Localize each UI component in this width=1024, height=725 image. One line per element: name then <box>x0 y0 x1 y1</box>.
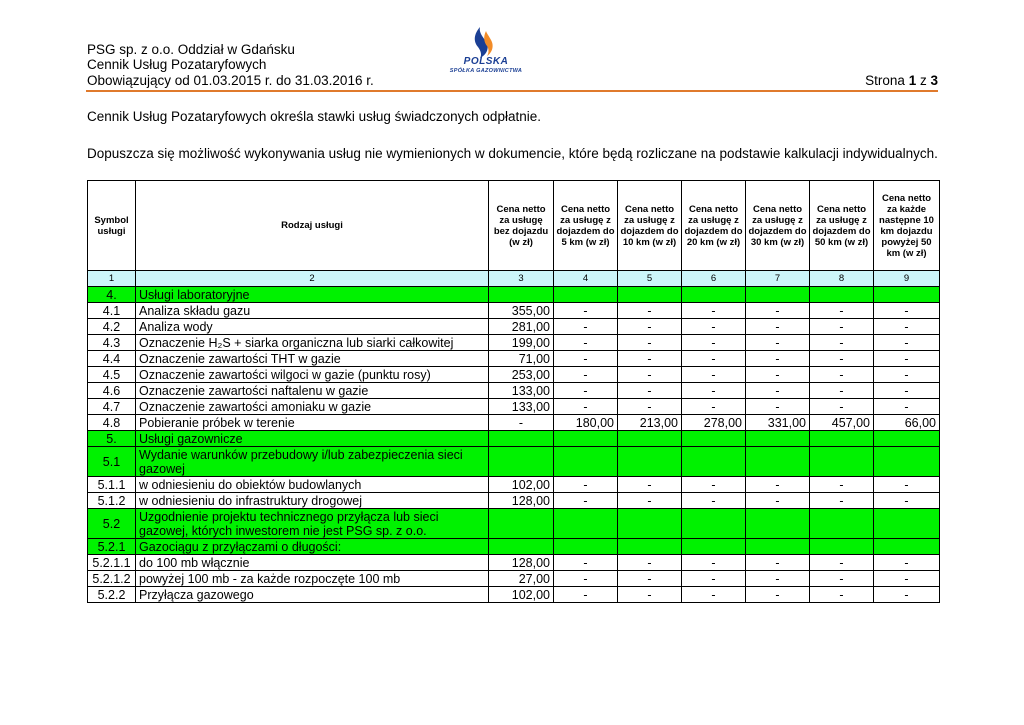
price-cell: 102,00 <box>489 587 554 603</box>
column-number: 2 <box>136 271 489 287</box>
service-symbol: 4.3 <box>88 335 136 351</box>
price-cell: 128,00 <box>489 493 554 509</box>
price-cell <box>618 447 682 477</box>
service-name: Oznaczenie zawartości naftalenu w gazie <box>136 383 489 399</box>
table-row <box>88 303 940 319</box>
price-cell: - <box>874 477 940 493</box>
price-cell: - <box>682 303 746 319</box>
price-cell: 128,00 <box>489 555 554 571</box>
column-number: 3 <box>489 271 554 287</box>
price-cell: 457,00 <box>810 415 874 431</box>
price-cell: - <box>554 493 618 509</box>
service-symbol: 4.1 <box>88 303 136 319</box>
service-symbol: 4.8 <box>88 415 136 431</box>
service-name: Usługi laboratoryjne <box>136 287 489 303</box>
price-cell: 71,00 <box>489 351 554 367</box>
price-cell <box>874 509 940 539</box>
service-symbol: 5.1 <box>88 447 136 477</box>
table-row <box>88 415 940 431</box>
price-cell <box>874 539 940 555</box>
column-header: Cena netto za każde następne 10 km dojazdu powyżej 50 km (w zł) <box>874 181 940 271</box>
table-row <box>88 319 940 335</box>
price-cell: - <box>874 319 940 335</box>
price-cell <box>746 509 810 539</box>
table-header-row <box>88 181 940 271</box>
price-cell: - <box>618 383 682 399</box>
price-cell: - <box>618 555 682 571</box>
price-cell <box>810 287 874 303</box>
price-cell: - <box>746 493 810 509</box>
price-cell: - <box>810 383 874 399</box>
price-cell: - <box>746 367 810 383</box>
logo-subtitle: SPÓŁKA GAZOWNICTWA <box>449 68 523 74</box>
price-cell: - <box>810 367 874 383</box>
price-cell: - <box>682 493 746 509</box>
price-cell: 133,00 <box>489 399 554 415</box>
column-number: 8 <box>810 271 874 287</box>
service-symbol: 5.2.1 <box>88 539 136 555</box>
section-row <box>88 539 940 555</box>
price-cell: - <box>554 571 618 587</box>
intro-paragraph-1: Cennik Usług Pozataryfowych określa stawki usług świadczonych odpłatnie. <box>87 109 541 124</box>
price-cell: - <box>874 587 940 603</box>
service-symbol: 5.2.1.1 <box>88 555 136 571</box>
price-cell <box>682 287 746 303</box>
company-name: PSG sp. z o.o. Oddział w Gdańsku <box>87 42 295 57</box>
price-cell <box>618 539 682 555</box>
price-cell: - <box>554 555 618 571</box>
price-cell: - <box>874 367 940 383</box>
price-cell <box>489 447 554 477</box>
service-symbol: 5. <box>88 431 136 447</box>
price-cell <box>554 431 618 447</box>
service-name: Uzgodnienie projektu technicznego przyłącza lub sieci gazowej, których inwestorem nie jest PSG sp. z o.o. <box>136 509 489 539</box>
service-symbol: 5.2 <box>88 509 136 539</box>
price-cell: - <box>618 477 682 493</box>
price-cell: - <box>682 383 746 399</box>
price-cell <box>489 539 554 555</box>
column-number: 5 <box>618 271 682 287</box>
price-cell: - <box>618 587 682 603</box>
service-symbol: 5.2.2 <box>88 587 136 603</box>
intro-paragraph-2: Dopuszcza się możliwość wykonywania usług nie wymienionych w dokumencie, które będą rozliczane na podstawie kalkulacji indywidualnych. <box>87 146 938 161</box>
price-cell: - <box>810 303 874 319</box>
service-name: Pobieranie próbek w terenie <box>136 415 489 431</box>
price-cell <box>618 509 682 539</box>
column-number: 6 <box>682 271 746 287</box>
price-cell: - <box>746 335 810 351</box>
price-cell: - <box>682 367 746 383</box>
price-cell <box>746 431 810 447</box>
page-number: Strona 1 z 3 <box>865 73 938 88</box>
service-name: Gazociągu z przyłączami o długości: <box>136 539 489 555</box>
price-cell <box>874 287 940 303</box>
price-cell <box>489 509 554 539</box>
price-cell: - <box>810 335 874 351</box>
price-cell: 355,00 <box>489 303 554 319</box>
service-name: Analiza wody <box>136 319 489 335</box>
service-name: Oznaczenie zawartości amoniaku w gazie <box>136 399 489 415</box>
column-number: 1 <box>88 271 136 287</box>
column-header: Cena netto za usługę z dojazdem do 30 km (w zł) <box>746 181 810 271</box>
service-name: Przyłącza gazowego <box>136 587 489 603</box>
price-cell: - <box>810 493 874 509</box>
price-cell <box>810 539 874 555</box>
price-cell <box>746 539 810 555</box>
price-cell: 66,00 <box>874 415 940 431</box>
price-cell: 180,00 <box>554 415 618 431</box>
price-cell: - <box>618 571 682 587</box>
price-cell <box>874 431 940 447</box>
price-cell: 102,00 <box>489 477 554 493</box>
price-cell: - <box>618 399 682 415</box>
price-cell: - <box>554 587 618 603</box>
price-cell: - <box>746 383 810 399</box>
price-cell: - <box>489 415 554 431</box>
price-cell: 253,00 <box>489 367 554 383</box>
price-cell: - <box>682 587 746 603</box>
service-symbol: 4.6 <box>88 383 136 399</box>
table-row <box>88 335 940 351</box>
table-row <box>88 367 940 383</box>
price-cell: - <box>746 319 810 335</box>
price-cell: - <box>554 351 618 367</box>
column-number: 4 <box>554 271 618 287</box>
price-cell: - <box>682 555 746 571</box>
price-cell <box>682 539 746 555</box>
column-header: Cena netto za usługę z dojazdem do 50 km (w zł) <box>810 181 874 271</box>
table-row <box>88 493 940 509</box>
price-cell: - <box>618 351 682 367</box>
service-symbol: 5.1.1 <box>88 477 136 493</box>
service-name: w odniesieniu do infrastruktury drogowej <box>136 493 489 509</box>
service-name: Oznaczenie zawartości wilgoci w gazie (punktu rosy) <box>136 367 489 383</box>
price-cell: - <box>874 555 940 571</box>
price-cell: - <box>682 335 746 351</box>
price-cell <box>489 287 554 303</box>
price-cell <box>554 509 618 539</box>
price-cell <box>554 447 618 477</box>
table-row <box>88 555 940 571</box>
header-rule <box>86 90 938 92</box>
column-header: Symbol usługi <box>88 181 136 271</box>
price-cell <box>746 287 810 303</box>
price-cell <box>810 447 874 477</box>
price-cell: - <box>746 571 810 587</box>
section-row <box>88 509 940 539</box>
service-name: Analiza składu gazu <box>136 303 489 319</box>
price-cell: - <box>810 587 874 603</box>
logo-word: POLSKA <box>463 56 509 67</box>
service-name: w odniesieniu do obiektów budowlanych <box>136 477 489 493</box>
price-cell: 281,00 <box>489 319 554 335</box>
section-row <box>88 447 940 477</box>
price-cell: - <box>682 351 746 367</box>
price-cell: 331,00 <box>746 415 810 431</box>
price-cell <box>618 431 682 447</box>
price-cell: - <box>618 303 682 319</box>
service-symbol: 5.2.1.2 <box>88 571 136 587</box>
price-cell <box>810 509 874 539</box>
table-row <box>88 351 940 367</box>
price-cell <box>682 509 746 539</box>
price-cell: - <box>810 319 874 335</box>
column-header: Cena netto za usługę z dojazdem do 20 km (w zł) <box>682 181 746 271</box>
price-cell: - <box>874 493 940 509</box>
table-row <box>88 587 940 603</box>
price-cell: 213,00 <box>618 415 682 431</box>
price-cell <box>618 287 682 303</box>
price-cell: - <box>554 319 618 335</box>
document-title: Cennik Usług Pozataryfowych <box>87 57 267 72</box>
price-cell <box>489 431 554 447</box>
price-cell: - <box>810 477 874 493</box>
service-symbol: 4. <box>88 287 136 303</box>
price-cell: - <box>874 351 940 367</box>
price-cell: - <box>618 367 682 383</box>
section-row <box>88 431 940 447</box>
price-cell: - <box>810 555 874 571</box>
price-cell: - <box>874 303 940 319</box>
service-symbol: 4.5 <box>88 367 136 383</box>
price-cell: - <box>746 555 810 571</box>
service-name: Oznaczenie zawartości THT w gazie <box>136 351 489 367</box>
price-cell: - <box>746 351 810 367</box>
price-cell: 133,00 <box>489 383 554 399</box>
service-symbol: 4.4 <box>88 351 136 367</box>
section-row <box>88 287 940 303</box>
column-number: 7 <box>746 271 810 287</box>
price-cell <box>554 539 618 555</box>
price-cell <box>554 287 618 303</box>
price-cell: - <box>682 571 746 587</box>
price-cell: 278,00 <box>682 415 746 431</box>
service-name: Oznaczenie H₂S + siarka organiczna lub siarki całkowitej <box>136 335 489 351</box>
price-cell: - <box>746 303 810 319</box>
price-cell: - <box>554 367 618 383</box>
column-number-row <box>88 271 940 287</box>
table-row <box>88 571 940 587</box>
service-symbol: 4.7 <box>88 399 136 415</box>
price-cell: - <box>554 335 618 351</box>
service-name: Wydanie warunków przebudowy i/lub zabezpieczenia sieci gazowej <box>136 447 489 477</box>
table-row <box>88 383 940 399</box>
price-cell: - <box>554 303 618 319</box>
price-cell: - <box>874 571 940 587</box>
price-cell <box>682 431 746 447</box>
service-name: powyżej 100 mb - za każde rozpoczęte 100 mb <box>136 571 489 587</box>
price-cell: 27,00 <box>489 571 554 587</box>
validity-period: Obowiązujący od 01.03.2015 r. do 31.03.2016 r. <box>87 73 374 88</box>
price-cell: - <box>682 477 746 493</box>
price-cell: - <box>618 319 682 335</box>
service-name: Usługi gazownicze <box>136 431 489 447</box>
price-cell <box>874 447 940 477</box>
column-header: Rodzaj usługi <box>136 181 489 271</box>
price-cell: - <box>810 351 874 367</box>
service-name: do 100 mb włącznie <box>136 555 489 571</box>
price-cell: - <box>810 571 874 587</box>
table-row <box>88 399 940 415</box>
service-symbol: 5.1.2 <box>88 493 136 509</box>
column-header: Cena netto za usługę bez dojazdu (w zł) <box>489 181 554 271</box>
price-cell: 199,00 <box>489 335 554 351</box>
price-cell: - <box>554 477 618 493</box>
price-cell: - <box>618 493 682 509</box>
price-cell: - <box>874 383 940 399</box>
price-table <box>87 180 940 603</box>
table-row <box>88 477 940 493</box>
price-cell <box>682 447 746 477</box>
column-header: Cena netto za usługę z dojazdem do 5 km (w zł) <box>554 181 618 271</box>
price-cell: - <box>874 399 940 415</box>
flame-icon <box>438 25 530 59</box>
price-cell <box>746 447 810 477</box>
column-number: 9 <box>874 271 940 287</box>
column-header: Cena netto za usługę z dojazdem do 10 km (w zł) <box>618 181 682 271</box>
price-cell: - <box>682 399 746 415</box>
price-cell: - <box>554 383 618 399</box>
price-cell: - <box>554 399 618 415</box>
price-cell: - <box>810 399 874 415</box>
price-cell: - <box>618 335 682 351</box>
price-cell: - <box>746 399 810 415</box>
price-cell: - <box>746 477 810 493</box>
price-cell: - <box>874 335 940 351</box>
service-symbol: 4.2 <box>88 319 136 335</box>
price-cell: - <box>682 319 746 335</box>
price-cell <box>810 431 874 447</box>
price-cell: - <box>746 587 810 603</box>
